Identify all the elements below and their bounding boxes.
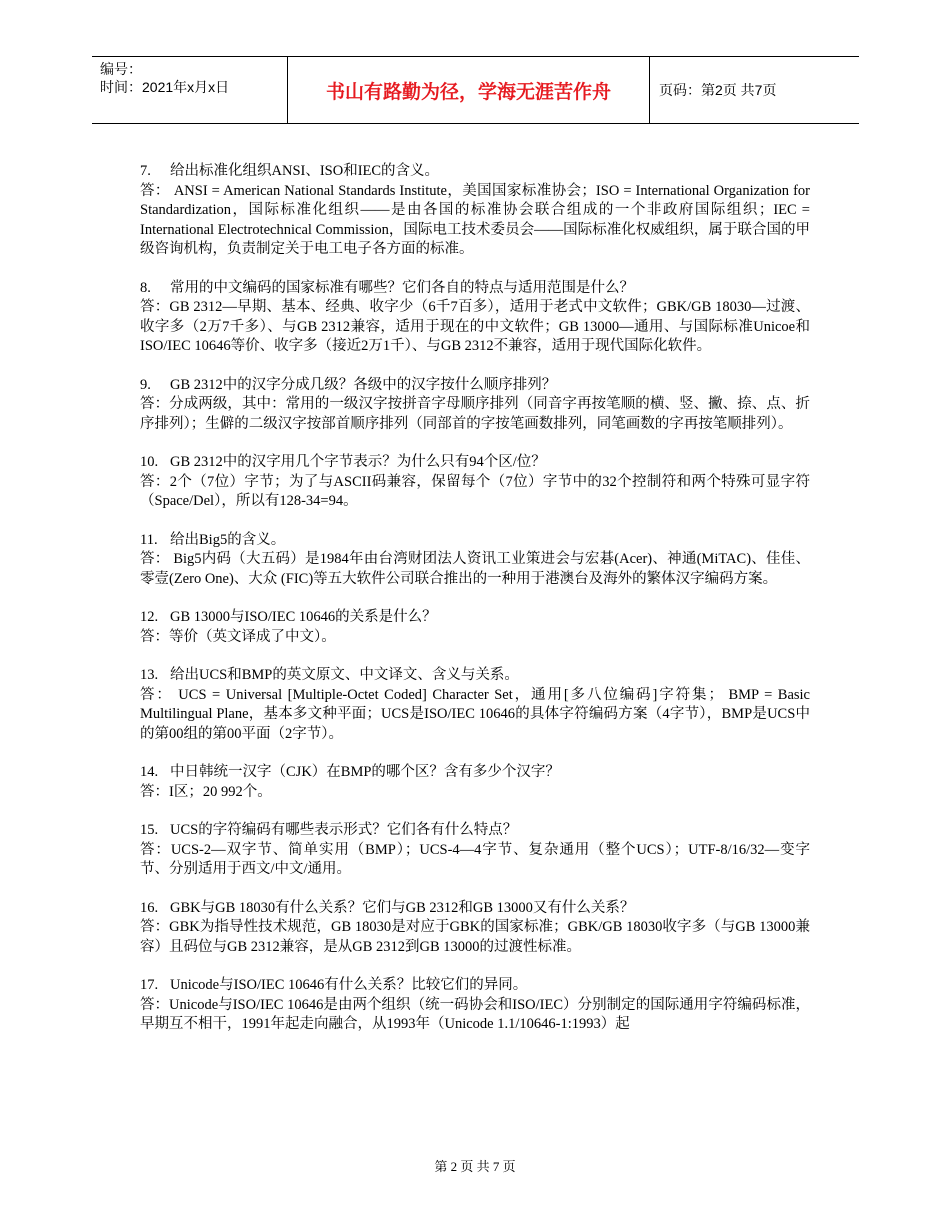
question bbox=[140, 453, 810, 473]
qa-item bbox=[140, 976, 810, 1035]
question-number: 11. bbox=[140, 531, 158, 548]
answer: 答： Big5内码（大五码）是1984年由台湾财团法人资讯工业策进会与宏碁(Acer)、神通(MiTAC)、佳佳、零壹(Zero One)、大众 (FIC)等五大软件公司联合推出的一种用于港澳台及海外的繁体汉字编码方案。 bbox=[140, 551, 810, 587]
question-text: Unicode与ISO/IEC 10646有什么关系？比较它们的异同。 bbox=[170, 977, 528, 993]
answer: 答：等价（英文译成了中文）。 bbox=[140, 628, 336, 645]
answer: 答：分成两级，其中：常用的一级汉字按拼音字母顺序排列（同音字再按笔顺的横、竖、撇、捺、点、折序排列）；生僻的二级汉字按部首顺序排列（同部首的字按笔画数排列，同笔画数的字再按笔顺排列）。 bbox=[140, 396, 810, 432]
answer: 答：2个（7位）字节；为了与ASCII码兼容，保留每个（7位）字节中的32个控制符和两个特殊可显字符（Space/Del），所以有128-34=94。 bbox=[140, 473, 810, 509]
question bbox=[140, 976, 810, 996]
header-meta bbox=[92, 57, 287, 123]
question bbox=[140, 162, 810, 182]
question-number: 17. bbox=[140, 977, 159, 993]
page-header bbox=[92, 56, 859, 124]
qa-item bbox=[140, 453, 810, 512]
question-text: 常用的中文编码的国家标准有哪些？它们各自的特点与适用范围是什么？ bbox=[170, 279, 634, 296]
question-number: 10. bbox=[140, 454, 159, 470]
qa-item bbox=[140, 279, 810, 357]
question-number: 13. bbox=[140, 667, 159, 683]
question-text: GB 2312中的汉字用几个字节表示？为什么只有94个区/位？ bbox=[170, 454, 546, 470]
answer: 答：GBK为指导性技术规范，GB 18030是对应于GBK的国家标准；GBK/GB 18030收字多（与GB 13000兼容）且码位与GB 2312兼容，是从GB 2312到GB 13000的过渡性标准。 bbox=[140, 919, 810, 955]
answer: 答：I区；20 992个。 bbox=[140, 783, 272, 800]
question bbox=[140, 376, 810, 396]
question-number: 14. bbox=[140, 764, 159, 780]
document-body bbox=[140, 162, 810, 1054]
qa-item bbox=[140, 763, 810, 802]
question bbox=[140, 666, 810, 686]
question-text: 给出Big5的含义。 bbox=[170, 531, 286, 548]
answer: 答：GB 2312—早期、基本、经典、收字少（6千7百多），适用于老式中文软件；GBK/GB 18030—过渡、收字多（2万7千多）、与GB 2312兼容，适用于现在的中文软件；GB 13000—通用、与国际标准Unicoe和ISO/IEC 10646等价、收字多（接近2万1千）、与GB 2312不兼容，适用于现代国际化软件。 bbox=[140, 299, 810, 354]
question-text: 给出UCS和BMP的英文原文、中文译文、含义与关系。 bbox=[170, 667, 519, 683]
answer: 答： ANSI = American National Standards Institute，美国国家标准协会；ISO = International Organization for Standardization，国际标准化组织——是由各国的标准协会联合组成的一个非政府国际组织；IEC = International Electrotechnical Commission，国际电工技术委员会——国际标准化权威组织，属于联合国的甲级咨询机构，负责制定关于电工电子各方面的标准。 bbox=[140, 182, 810, 257]
answer: 答：UCS-2—双字节、简单实用（BMP）；UCS-4—4字节、复杂通用（整个UCS）；UTF-8/16/32—变字节、分别适用于西文/中文/通用。 bbox=[140, 841, 810, 877]
question bbox=[140, 821, 810, 841]
time-label: 时间：2021年x月x日 bbox=[100, 79, 230, 95]
question-text: GBK与GB 18030有什么关系？它们与GB 2312和GB 13000又有什么关系？ bbox=[170, 899, 635, 916]
question-text: GB 13000与ISO/IEC 10646的关系是什么？ bbox=[170, 609, 437, 625]
number-label: 编号： bbox=[100, 61, 142, 77]
qa-item bbox=[140, 608, 810, 647]
question-number: 16. bbox=[140, 899, 159, 916]
question-number: 9. bbox=[140, 376, 151, 393]
header-motto: 书山有路勤为径，学海无涯苦作舟 bbox=[287, 57, 650, 123]
question bbox=[140, 608, 810, 628]
question bbox=[140, 279, 810, 299]
qa-item bbox=[140, 376, 810, 435]
qa-item bbox=[140, 531, 810, 590]
question-text: 给出标准化组织ANSI、ISO和IEC的含义。 bbox=[170, 163, 440, 179]
answer: 答： UCS = Universal [Multiple-Octet Coded] Character Set，通用[多八位编码]字符集； BMP = Basic Multilingual Plane，基本多文种平面；UCS是ISO/IEC 10646的具体字符编码方案（4字节），BMP是UCS中的第00组的第00平面（2字节）。 bbox=[140, 686, 810, 742]
question-text: 中日韩统一汉字（CJK）在BMP的哪个区？含有多少个汉字？ bbox=[170, 764, 560, 780]
answer: 答：Unicode与ISO/IEC 10646是由两个组织（统一码协会和ISO/IEC）分别制定的国际通用字符编码标准，早期互不相干，1991年起走向融合，从1993年（Unicode 1.1/10646-1:1993）起 bbox=[140, 996, 810, 1032]
question-number: 15. bbox=[140, 822, 159, 838]
qa-item bbox=[140, 162, 810, 260]
qa-item bbox=[140, 666, 810, 744]
page-footer: 第 2 页 共 7 页 bbox=[434, 1159, 516, 1174]
question bbox=[140, 763, 810, 783]
question-number: 12. bbox=[140, 609, 159, 625]
question-number: 8. bbox=[140, 279, 151, 296]
question bbox=[140, 899, 810, 919]
question bbox=[140, 531, 810, 551]
qa-item bbox=[140, 821, 810, 880]
header-page-number: 页码：第2页 共7页 bbox=[659, 82, 777, 98]
qa-item bbox=[140, 899, 810, 958]
question-text: UCS的字符编码有哪些表示形式？它们各有什么特点？ bbox=[170, 822, 518, 838]
question-number: 7. bbox=[140, 163, 151, 179]
question-text: GB 2312中的汉字分成几级？各级中的汉字按什么顺序排列？ bbox=[170, 376, 557, 393]
